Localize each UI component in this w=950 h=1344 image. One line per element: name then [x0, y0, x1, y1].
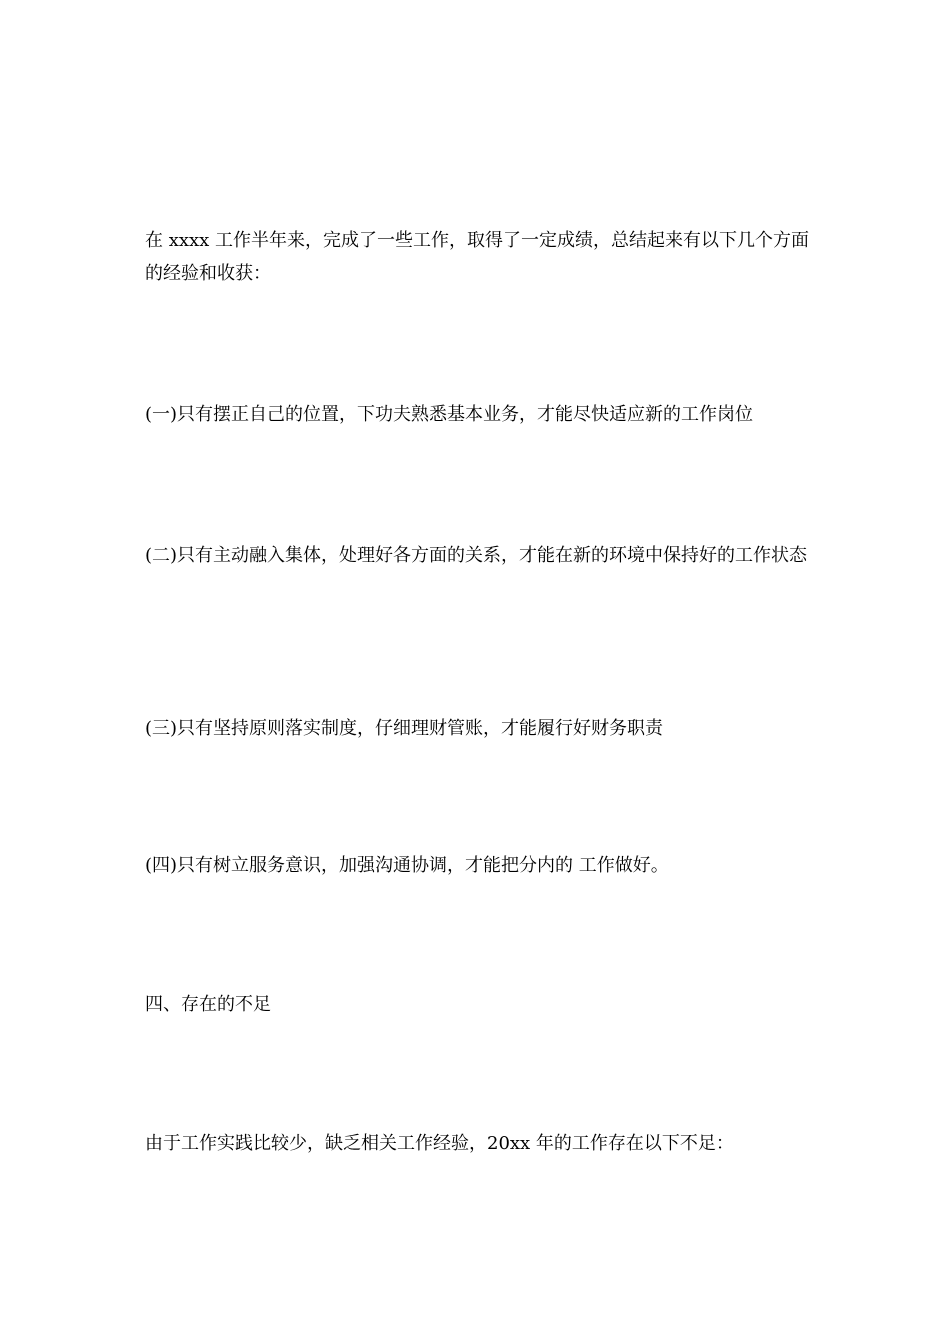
- section-heading: 四、存在的不足: [145, 994, 271, 1015]
- experience-item-3: (三)只有坚持原则落实制度，仔细理财管账，才能履行好财务职责: [145, 718, 664, 739]
- experience-item-1: (一)只有摆正自己的位置，下功夫熟悉基本业务，才能尽快适应新的工作岗位: [145, 404, 754, 425]
- experience-item-4: (四)只有树立服务意识，加强沟通协调，才能把分内的 工作做好。: [145, 855, 669, 876]
- experience-item-2: (二)只有主动融入集体，处理好各方面的关系，才能在新的环境中保持好的工作状态: [145, 545, 808, 566]
- intro-paragraph: 在 xxxx 工作半年来，完成了一些工作，取得了一定成绩，总结起来有以下几个方面的经验和收获：: [145, 230, 810, 284]
- shortcomings-intro-paragraph: 由于工作实践比较少，缺乏相关工作经验，20xx 年的工作存在以下不足：: [145, 1133, 734, 1154]
